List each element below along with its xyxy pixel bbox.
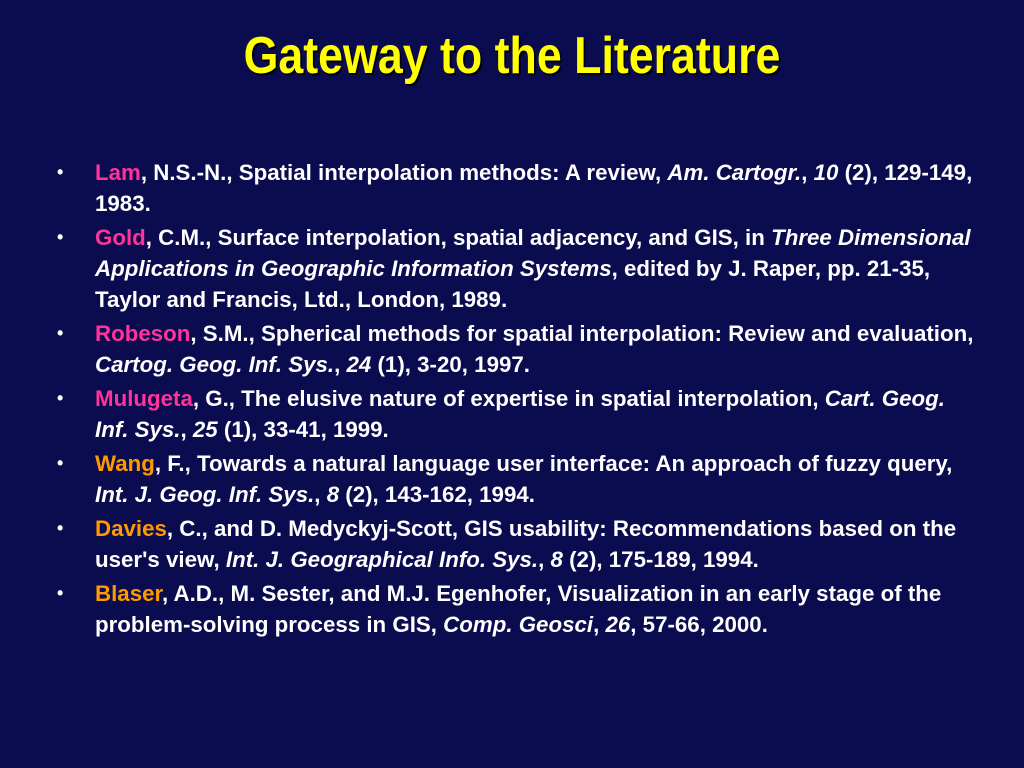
reference-journal: Cart. Geog. Inf. Sys. <box>95 386 945 442</box>
reference-details: (2), 143-162, 1994. <box>339 482 535 507</box>
reference-journal: Three Dimensional Applications in Geographic Information Systems <box>95 225 971 281</box>
reference-separator: , <box>334 352 347 377</box>
reference-author: Blaser <box>95 581 162 606</box>
reference-volume: 10 <box>813 160 839 185</box>
reference-text: , G., The elusive nature of expertise in spatial interpolation, <box>192 386 825 411</box>
reference-separator: , <box>538 547 551 572</box>
reference-item <box>57 513 982 575</box>
reference-item <box>57 157 982 219</box>
bullet-icon: • <box>57 323 64 343</box>
reference-text: , A.D., M. Sester, and M.J. Egenhofer, Visualization in an early stage of the problem-solving process in GIS, <box>95 581 942 637</box>
reference-item <box>57 448 982 510</box>
bullet-icon: • <box>57 388 64 408</box>
reference-text: , C., and D. Medyckyj-Scott, GIS usability: Recommendations based on the user's view, <box>95 516 957 572</box>
reference-separator: , <box>801 160 814 185</box>
reference-volume: 24 <box>346 352 372 377</box>
reference-item <box>57 578 982 640</box>
reference-details: (1), 33-41, 1999. <box>217 417 389 442</box>
reference-item <box>57 383 982 445</box>
reference-separator: , <box>593 612 606 637</box>
reference-journal: Int. J. Geog. Inf. Sys. <box>95 482 315 507</box>
reference-details: (2), 129-149, 1983. <box>95 160 973 216</box>
reference-volume: 8 <box>326 482 340 507</box>
reference-text: , F., Towards a natural language user interface: An approach of fuzzy query, <box>154 451 953 476</box>
reference-author: Wang <box>95 451 155 476</box>
reference-item <box>57 318 982 380</box>
reference-details: , 57-66, 2000. <box>630 612 768 637</box>
reference-text: , S.M., Spherical methods for spatial interpolation: Review and evaluation, <box>190 321 974 346</box>
reference-volume: 26 <box>605 612 631 637</box>
bullet-icon: • <box>57 583 64 603</box>
reference-journal: Comp. Geosci <box>443 612 594 637</box>
reference-separator: , <box>314 482 327 507</box>
reference-volume: 8 <box>550 547 563 572</box>
reference-author: Davies <box>95 516 167 541</box>
reference-journal: Cartog. Geog. Inf. Sys. <box>95 352 335 377</box>
reference-journal: Int. J. Geographical Info. Sys. <box>225 547 539 572</box>
reference-text: , N.S.-N., Spatial interpolation methods: A review, <box>140 160 668 185</box>
reference-text: , C.M., Surface interpolation, spatial adjacency, and GIS, in <box>145 225 772 250</box>
reference-details: (2), 175-189, 1994. <box>562 547 759 572</box>
bullet-icon: • <box>57 227 64 247</box>
slide-title: Gateway to the Literature <box>243 27 781 85</box>
bullet-icon: • <box>57 453 64 473</box>
reference-separator: , <box>180 417 193 442</box>
reference-author: Lam <box>95 160 141 185</box>
bullet-icon: • <box>57 518 64 538</box>
reference-author: Robeson <box>95 321 191 346</box>
reference-author: Gold <box>95 225 146 250</box>
reference-list <box>57 157 982 643</box>
bullet-icon: • <box>57 162 64 182</box>
reference-volume: 25 <box>192 417 218 442</box>
reference-details: , edited by J. Raper, pp. 21-35, Taylor and Francis, Ltd., London, 1989. <box>95 256 931 312</box>
reference-journal: Am. Cartogr. <box>667 160 802 185</box>
reference-author: Mulugeta <box>95 386 193 411</box>
reference-details: (1), 3-20, 1997. <box>371 352 530 377</box>
reference-item <box>57 222 982 315</box>
